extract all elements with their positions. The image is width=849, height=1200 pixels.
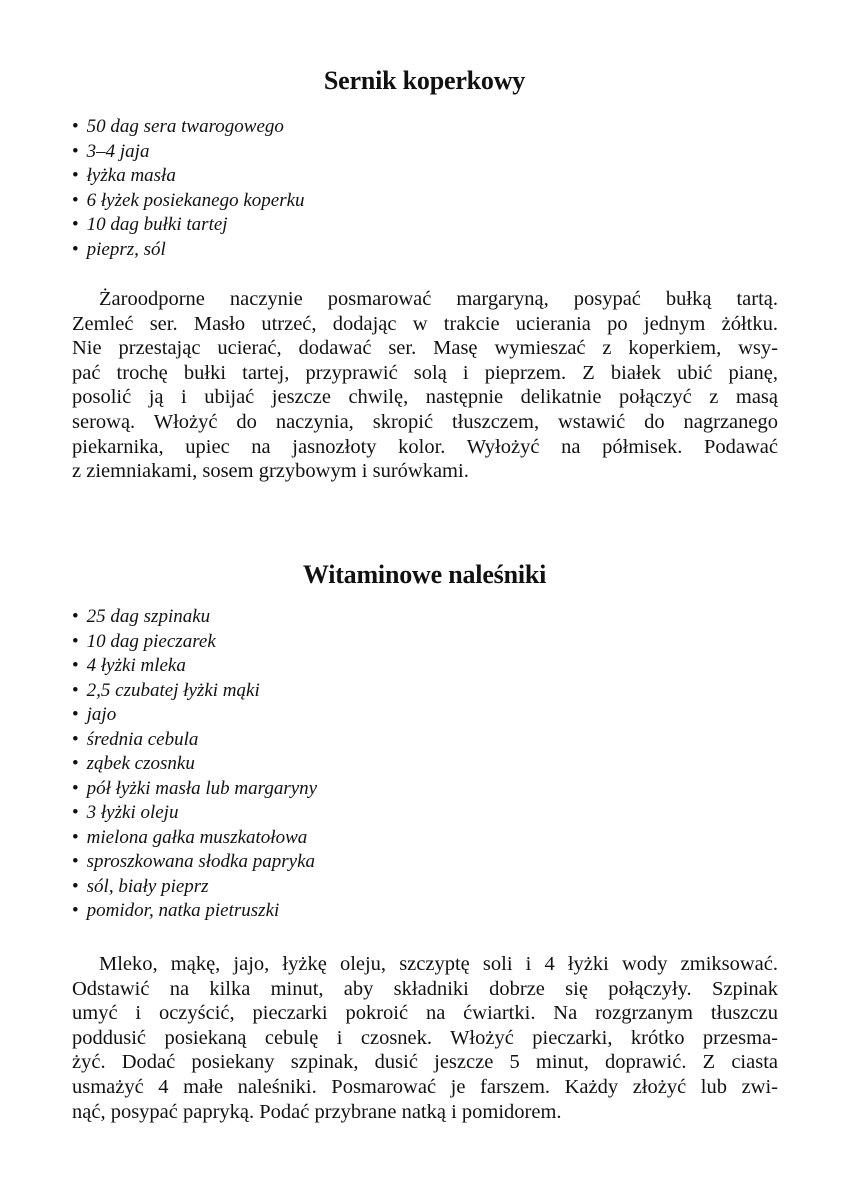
list-item: • mielona gałka muszkatołowa bbox=[72, 826, 317, 851]
text-line: piekarnika, upiec na jasnozłoty kolor. Wyłożyć na półmisek. Podawać bbox=[72, 435, 778, 458]
list-item: • jajo bbox=[72, 703, 317, 728]
instructions-2 bbox=[72, 952, 778, 1124]
recipe-title-1: Sernik koperkowy bbox=[323, 66, 526, 95]
text-line: Odstawić na kilka minut, aby składniki dobrze się połączyły. Szpinak bbox=[72, 977, 778, 1000]
text-line: pać trochę bułki tartej, przyprawić solą i pieprzem. Z białek ubić pianę, bbox=[72, 361, 778, 384]
list-item: • łyżka masła bbox=[72, 164, 305, 189]
text-line: nąć, posypać papryką. Podać przybrane natką i pomidorem. bbox=[72, 1100, 562, 1123]
ingredient-list-2 bbox=[72, 605, 317, 924]
text-line: umyć i oczyścić, pieczarki pokroić na ćwiartki. Na rozgrzanym tłuszczu bbox=[72, 1002, 778, 1025]
text-line: Mleko, mąkę, jajo, łyżkę oleju, szczyptę soli i 4 łyżki wody zmiksować. bbox=[99, 953, 778, 975]
list-item: • 10 dag bułki tartej bbox=[72, 213, 305, 238]
text-line: z ziemniakami, sosem grzybowym i surówkami. bbox=[72, 460, 469, 483]
list-item: • 25 dag szpinaku bbox=[72, 605, 317, 630]
watermark: wedlinydomowe.pl bbox=[110, 1124, 763, 1200]
text-line: usmażyć 4 małe naleśniki. Posmarować je farszem. Każdy złożyć lub zwi- bbox=[72, 1075, 778, 1098]
ingredient-list-1 bbox=[72, 115, 305, 262]
text-line: Zemleć ser. Masło utrzeć, dodając w trakcie ucierania po jednym żółtku. bbox=[72, 312, 778, 335]
list-item: • ząbek czosnku bbox=[72, 752, 317, 777]
list-item: • średnia cebula bbox=[72, 728, 317, 753]
text-line: posolić ją i ubijać jeszcze chwilę, następnie delikatnie połączyć z masą bbox=[72, 386, 778, 409]
text-line: serową. Włożyć do naczynia, skropić tłuszczem, wstawić do nagrzanego bbox=[72, 410, 778, 433]
list-item: • pół łyżki masła lub margaryny bbox=[72, 777, 317, 802]
list-item: • 3–4 jaja bbox=[72, 140, 305, 165]
text-line: poddusić posiekaną cebulę i czosnek. Włożyć pieczarki, krótko przesma- bbox=[72, 1026, 778, 1049]
list-item: • 4 łyżki mleka bbox=[72, 654, 317, 679]
list-item: • 3 łyżki oleju bbox=[72, 801, 317, 826]
instructions-1 bbox=[72, 287, 778, 484]
text-line: Nie przestając ucierać, dodawać ser. Masę wymieszać z koperkiem, wsy- bbox=[72, 337, 778, 360]
list-item: • sproszkowana słodka papryka bbox=[72, 850, 317, 875]
list-item: • 2,5 czubatej łyżki mąki bbox=[72, 679, 317, 704]
list-item: • pieprz, sól bbox=[72, 238, 305, 263]
text-line: Żaroodporne naczynie posmarować margaryną, posypać bułką tartą. bbox=[99, 288, 778, 310]
list-item: • 6 łyżek posiekanego koperku bbox=[72, 189, 305, 214]
list-item: • sól, biały pieprz bbox=[72, 875, 317, 900]
list-item: • 10 dag pieczarek bbox=[72, 630, 317, 655]
list-item: • 50 dag sera twarogowego bbox=[72, 115, 305, 140]
text-line: żyć. Dodać posiekany szpinak, dusić jeszcze 5 minut, doprawić. Z ciasta bbox=[72, 1051, 778, 1074]
recipe-title-2: Witaminowe naleśniki bbox=[302, 560, 547, 589]
list-item: • pomidor, natka pietruszki bbox=[72, 899, 317, 924]
